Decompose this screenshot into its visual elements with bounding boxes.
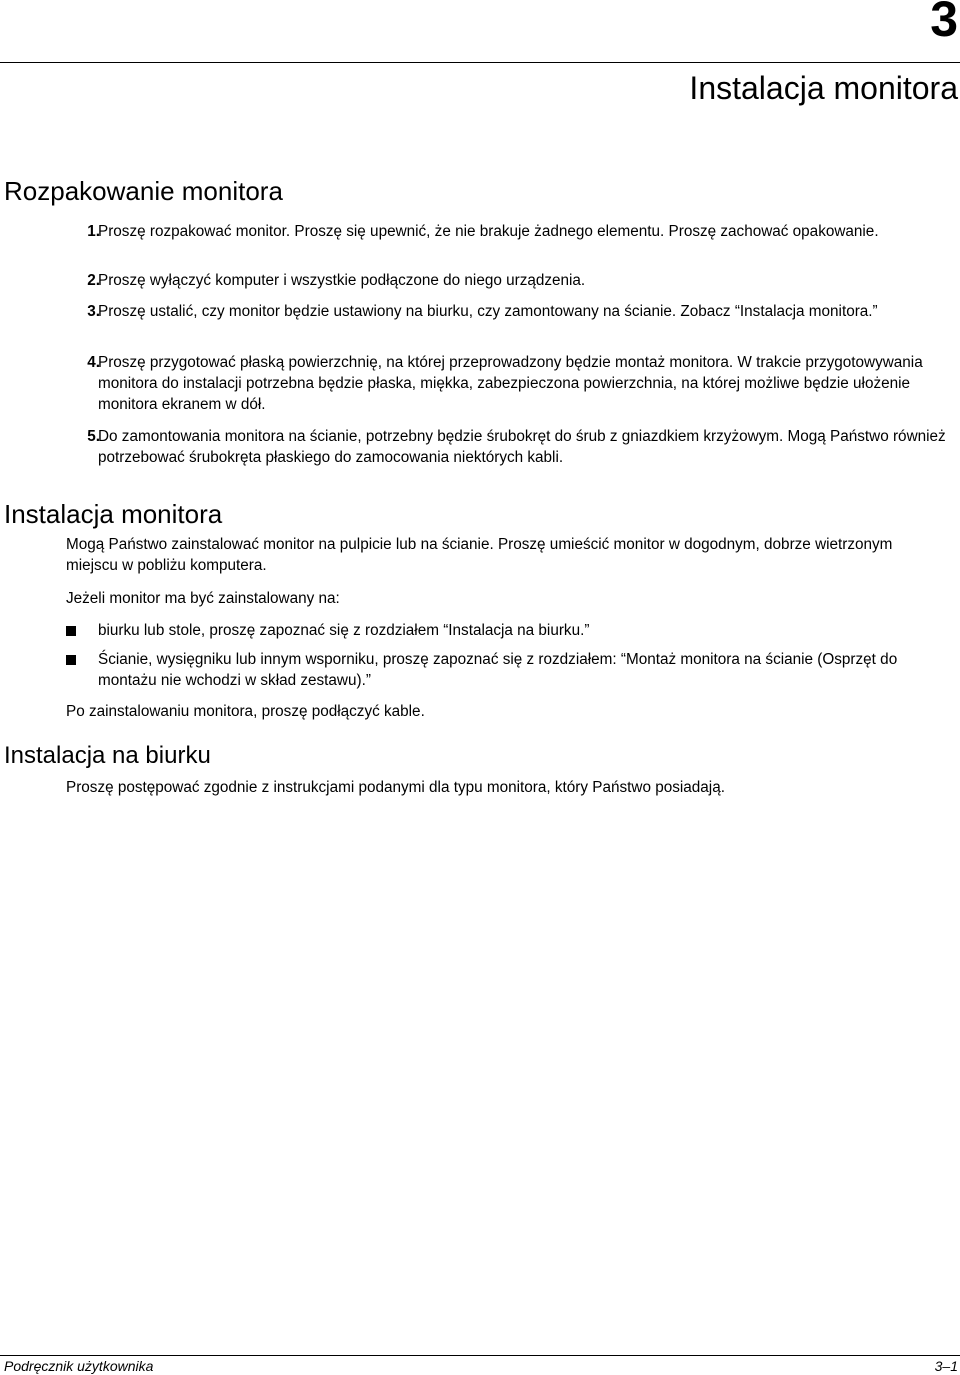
chapter-title: Instalacja monitora [689, 70, 958, 106]
step-number: 5. [87, 428, 100, 445]
step-text: Proszę przygotować płaską powierzchnię, na której przeprowadzony będzie montaż monitora. W trakcie przygotowywania monitora do instalacji potrzebna będzie płaska, miękka, zabezpieczona powierzchnia, na której możliwe będzie ułożenie monitora ekranem w dół. [98, 354, 923, 413]
footer-divider [0, 1355, 960, 1356]
step-item [66, 352, 946, 415]
step-number: 3. [87, 303, 100, 320]
step-item [66, 221, 946, 242]
step-text: Proszę ustalić, czy monitor będzie ustawiony na biurku, czy zamontowany na ścianie. Zobacz “Instalacja monitora.” [98, 303, 878, 320]
bullet-text: Ścianie, wysięgniku lub innym wsporniku, proszę zapoznać się z rozdziałem: “Montaż monitora na ścianie (Osprzęt do montażu nie wchodzi w skład zestawu).” [98, 651, 898, 689]
section-title-install: Instalacja monitora [4, 499, 223, 529]
desk-text: Proszę postępować zgodnie z instrukcjami podanymi dla typu monitora, który Państwo posiadają. [66, 779, 725, 796]
bullet-square-icon [66, 626, 76, 636]
list-item [66, 620, 946, 641]
install-lead: Jeżeli monitor ma być zainstalowany na: [66, 590, 340, 607]
install-after: Po zainstalowaniu monitora, proszę podłączyć kable. [66, 703, 425, 720]
footer-page-number: 3–1 [934, 1358, 958, 1374]
install-intro: Mogą Państwo zainstalować monitor na pulpicie lub na ścianie. Proszę umieścić monitor w dogodnym, dobrze wietrzonym miejscu w pobliżu komputera. [66, 536, 893, 574]
section-title-desk: Instalacja na biurku [4, 742, 211, 769]
list-item [66, 649, 946, 691]
step-text: Proszę rozpakować monitor. Proszę się upewnić, że nie brakuje żadnego elementu. Proszę zachować opakowanie. [98, 223, 879, 240]
header-divider [0, 62, 960, 63]
step-item [66, 270, 946, 291]
chapter-number: 3 [930, 0, 958, 47]
step-item [66, 301, 946, 322]
step-item [66, 426, 946, 468]
step-number: 2. [87, 272, 100, 289]
step-text: Proszę wyłączyć komputer i wszystkie podłączone do niego urządzenia. [98, 272, 586, 289]
bullet-text: biurku lub stole, proszę zapoznać się z rozdziałem “Instalacja na biurku.” [98, 622, 590, 639]
step-number: 4. [87, 354, 100, 371]
step-number: 1. [87, 223, 100, 240]
section-title-unpack: Rozpakowanie monitora [4, 176, 283, 206]
footer-manual-title: Podręcznik użytkownika [4, 1358, 154, 1374]
step-text: Do zamontowania monitora na ścianie, potrzebny będzie śrubokręt do śrub z gniazdkiem krzyżowym. Mogą Państwo również potrzebować śrubokręta płaskiego do zamocowania niektórych kabli. [98, 428, 946, 466]
bullet-square-icon [66, 655, 76, 665]
